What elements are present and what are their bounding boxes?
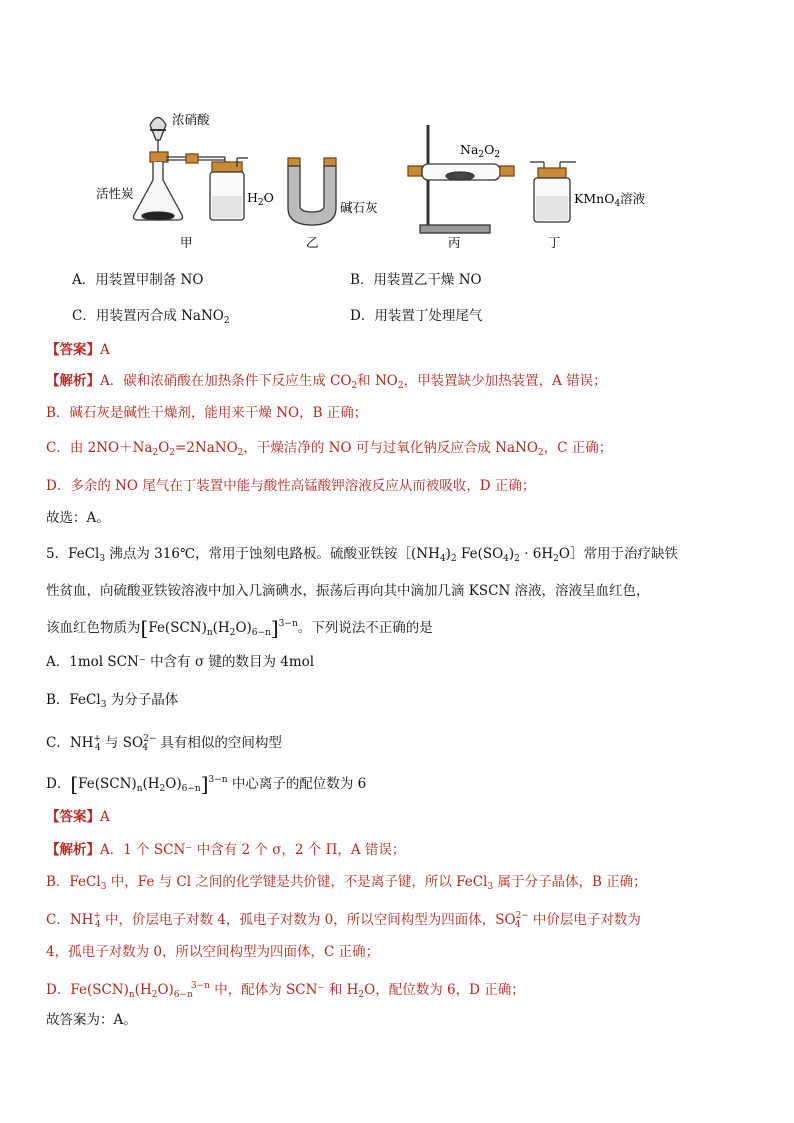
- caption-ding: 丁: [548, 235, 561, 250]
- label-carbon: 活性炭: [96, 186, 134, 201]
- q5-option-d: D．$[Fe(SCN)_n(H_2O)_{6-n}]^{3-n}$ 中心离子的配位数为 6: [46, 772, 367, 796]
- q5-explanation-b: B．FeCl$_3$ 中，Fe 与 Cl 之间的化学键是共价键，不是离子键，所以 FeCl$_3$ 属于分子晶体，B 正确；: [46, 874, 647, 892]
- label-h2o: $H_2O$: [247, 190, 274, 208]
- apparatus-figure: [96, 100, 680, 250]
- q4-explanation-d: D．多余的 NO 尾气在丁装置中能与酸性高锰酸钾溶液反应从而被吸收，D 正确；: [46, 478, 536, 494]
- q5-explanation-c: C．$NH^+_4$ 中，价层电子对数 4，孤电子对数为 0，所以空间构型为四面体，$SO^{2-}_4$ 中价层电子对数为: [46, 911, 641, 930]
- q4-explanation-b: B．碱石灰是碱性干燥剂，能用来干燥 NO，B 正确；: [46, 405, 368, 421]
- q4-option-d: D．用装置丁处理尾气: [350, 308, 483, 324]
- apparatus-ding: [530, 162, 576, 222]
- q5-answer: 【答案】A: [46, 809, 110, 825]
- q4-answer: 【答案】A: [46, 342, 110, 358]
- q5-option-c: C．$NH^+_4$ 与 $SO^{2-}_4$ 具有相似的空间构型: [46, 734, 282, 753]
- q4-option-c: C．用装置丙合成 NaNO$_2$: [72, 308, 230, 326]
- label-kmno4: KMnO$_4$溶液: [574, 191, 646, 209]
- q5-conclusion: 故答案为：A。: [46, 1012, 137, 1028]
- q4-explanation-c: C．由 $2NO+Na_2O_2=2NaNO_2$，干燥洁净的 NO 可与过氧化钠反应合成 NaNO$_2$，C 正确；: [46, 440, 613, 458]
- caption-yi: 乙: [306, 235, 319, 250]
- apparatus-jia: [134, 118, 249, 221]
- q5-stem-line-3: 该血红色物质为$[Fe(SCN)_n(H_2O)_{6-n}]^{3-n}$。下列说法不正确的是: [46, 616, 433, 640]
- q5-stem-line-1: 5．FeCl$_3$ 沸点为 316℃，常用于蚀刻电路板。硫酸亚铁铵$[(NH_4)_2$ $Fe(SO_4)_2$ · $6H_2O]$常用于治疗缺铁: [46, 546, 678, 564]
- label-soda-lime: 碱石灰: [340, 200, 378, 215]
- q4-conclusion: 故选：A。: [46, 510, 110, 526]
- q4-option-a: A．用装置甲制备 NO: [72, 272, 204, 288]
- q5-explanation-a: 【解析】A．1 个 SCN⁻ 中含有 2 个 σ，2 个 Π，A 错误；: [46, 842, 406, 858]
- caption-bing: 丙: [448, 235, 461, 250]
- q5-explanation-d: D．$Fe(SCN)_n(H_2O)_{6-n}^{3-n}$ 中，配体为 SCN⁻ 和 $H_2O$，配位数为 6，D 正确；: [46, 981, 525, 1000]
- apparatus-yi: [288, 158, 336, 225]
- label-na2o2: $Na_2O_2$: [460, 142, 501, 160]
- q4-explanation-a: 【解析】A．碳和浓硝酸在加热条件下反应生成 $CO_2$和 $NO_2$，甲装置缺少加热装置，A 错误；: [46, 373, 607, 391]
- q5-explanation-c-cont: 4，孤电子对数为 0，所以空间构型为四面体，C 正确；: [46, 944, 380, 960]
- q5-option-b: B．FeCl$_3$ 为分子晶体: [46, 692, 179, 710]
- q5-option-a: A．1mol SCN⁻ 中含有 σ 键的数目为 4mol: [46, 654, 315, 670]
- caption-jia: 甲: [180, 235, 193, 250]
- q4-option-b: B．用装置乙干燥 NO: [350, 272, 482, 288]
- label-acid: 浓硝酸: [172, 112, 210, 127]
- q5-stem-line-2: 性贫血，向硫酸亚铁铵溶液中加入几滴碘水，振荡后再向其中滴加几滴 KSCN 溶液，溶液呈血红色，: [46, 583, 650, 599]
